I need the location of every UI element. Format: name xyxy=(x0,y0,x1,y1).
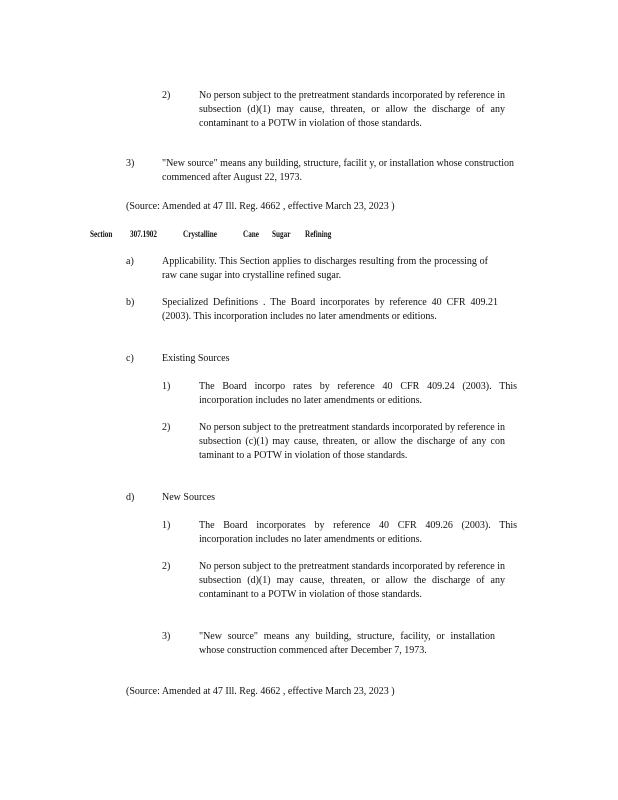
item-label: 1) xyxy=(162,520,171,531)
subsection-label: d) xyxy=(126,492,135,503)
section-title-word: Cane xyxy=(243,229,259,239)
source-note: (Source: Amended at 47 Ill. Reg. 4662 , effective March 23, 2023 ) xyxy=(126,686,395,697)
section-number: 307.1902 xyxy=(130,229,157,239)
paragraph-text: Applicability. This Section applies to discharges resulting from the processing of raw cane sugar into crystalline refined sugar. xyxy=(162,256,488,281)
subsection-label: c) xyxy=(126,353,134,364)
item-label: 2) xyxy=(162,90,171,101)
paragraph-text: "New source" means any building, structure, facilit y, or installation whose construction commenced after August 22, 1973. xyxy=(162,158,514,183)
item-label: 1) xyxy=(162,381,171,392)
section-word: Section xyxy=(90,229,113,239)
item-label: 2) xyxy=(162,422,171,433)
paragraph-text: "New source" means any building, structure, facility, or installation whose construction commenced after December 7, 1973. xyxy=(199,631,495,656)
paragraph-text: Specialized Definitions . The Board incorporates by reference 40 CFR 409.21 (2003). This incorporation includes no later amendments or editions. xyxy=(162,297,498,322)
section-title-word: Refining xyxy=(305,229,332,239)
item-label: 3) xyxy=(162,631,171,642)
section-title-word: Crystalline xyxy=(183,229,217,239)
source-note: (Source: Amended at 47 Ill. Reg. 4662 , effective March 23, 2023 ) xyxy=(126,201,395,212)
subsection-heading: Existing Sources xyxy=(162,353,230,364)
paragraph-text: The Board incorpo rates by reference 40 CFR 409.24 (2003). This incorporation includes no later amendments or editions. xyxy=(199,381,517,406)
paragraph-text: No person subject to the pretreatment standards incorporated by reference in subsection (c)(1) may cause, threaten, or allow the discharge of any con taminant to a POTW in violation of those standards. xyxy=(199,422,505,461)
subsection-label: b) xyxy=(126,297,135,308)
paragraph-text: The Board incorporates by reference 40 CFR 409.26 (2003). This incorporation includes no later amendments or editions. xyxy=(199,520,517,545)
item-label: 3) xyxy=(126,158,135,169)
paragraph-text: No person subject to the pretreatment standards incorporated by reference in subsection (d)(1) may cause, threaten, or allow the discharge of any contaminant to a POTW in violation of those standards. xyxy=(199,90,505,129)
item-label: 2) xyxy=(162,561,171,572)
paragraph-text: No person subject to the pretreatment standards incorporated by reference in subsection (d)(1) may cause, threaten, or allow the discharge of any contaminant to a POTW in violation of those standards. xyxy=(199,561,505,600)
section-title-word: Sugar xyxy=(272,229,291,239)
subsection-label: a) xyxy=(126,256,134,267)
subsection-heading: New Sources xyxy=(162,492,216,503)
